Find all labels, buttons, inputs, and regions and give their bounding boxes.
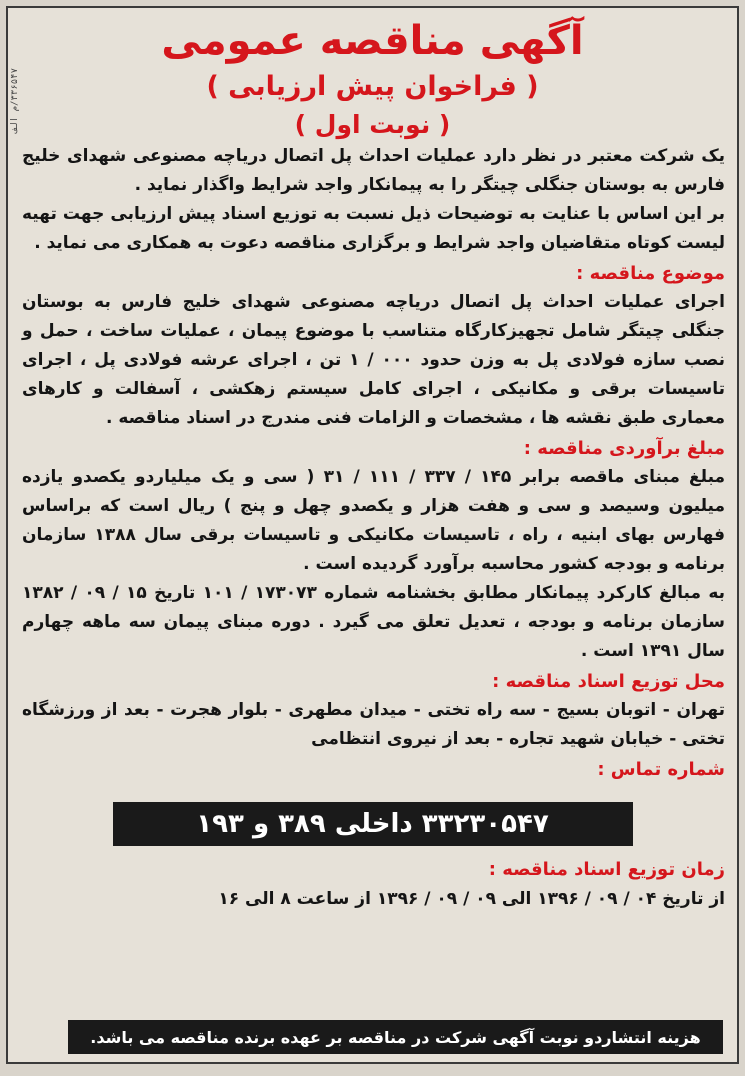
- intro-paragraph-2: بر این اساس با عنایت به توضیحات ذیل نسبت به توزیع اسناد پیش ارزیابی جهت تهیه لیست کوتاه متقاضیان واجد شرایط و برگزاری مناقصه دعوت به همکاری می نماید .: [22, 204, 725, 253]
- notice-subtitle: ( فراخوان پیش ارزیابی ): [206, 71, 539, 102]
- notice-turn: ( نوبت اول ): [294, 110, 451, 139]
- notice-title: آگهی مناقصه عمومی: [161, 18, 584, 64]
- estimate-heading: مبلغ برآوردی مناقصه :: [523, 438, 725, 459]
- estimate-text-1: مبلغ مبنای ماقصه برابر ۱۴۵ / ۳۳۷ / ۱۱۱ / ۳۱ ( سی و یک میلیاردو یکصدو یازده میلیون وسیصد و سی و هفت هزار و یکصدو چهل و پنج ) ریال است که براساس فهارس بهای ابنیه ، راه ، تاسیسات مکانیکی و تاسیسات برقی سال ۱۳۸۸ سازمان برنامه و بودجه کشور محاسبه برآورد گردیده است .: [22, 467, 726, 574]
- distribution-text: تهران - اتوبان بسیج - سه راه تختی - میدان مطهری - بلوار هجرت - بعد از ورزشگاه تختی - خیابان شهید تجاره - بعد از نیروی انتظامی: [22, 700, 725, 749]
- phone-number-bar: ۳۳۲۳۰۵۴۷ داخلی ۳۸۹ و ۱۹۳: [113, 802, 633, 846]
- contact-heading: شماره تماس :: [597, 759, 725, 780]
- side-reference-code: ۳۳۶۵۴۷/م الف: [10, 68, 20, 134]
- subject-text: اجرای عملیات احداث پل اتصال دریاچه مصنوعی شهدای خلیج فارس به بوستان جنگلی چیتگر شامل تجهیزکارگاه متناسب با موضوع پیمان ، عملیات ساخت ، حمل و نصب سازه فولادی پل به وزن حدود ۰۰۰ / ۱ تن ، اجرای عرشه فولادی پل ، اجرای تاسیسات برقی و مکانیکی ، اجرای کامل سیستم زهکشی ، آسفالت و کارهای معماری طبق نقشه ها ، مشخصات و الزامات فنی مندرج در اسناد مناقصه .: [22, 292, 725, 428]
- distribution-time-text: از تاریخ ۰۴ / ۰۹ / ۱۳۹۶ الی ۰۹ / ۰۹ / ۱۳۹۶ از ساعت ۸ الی ۱۶: [218, 889, 725, 909]
- subject-heading: موضوع مناقصه :: [576, 263, 725, 284]
- intro-paragraph-1: یک شرکت معتبر در نظر دارد عملیات احداث پل اتصال دریاچه مصنوعی شهدای خلیج فارس به بوستان جنگلی چیتگر را به پیمانکار واجد شرایط واگذار نماید .: [22, 146, 725, 195]
- distribution-heading: محل توزیع اسناد مناقصه :: [492, 671, 725, 692]
- tender-notice: [6, 6, 739, 1064]
- footer-note: هزینه انتشاردو نوبت آگهی شرکت در مناقصه بر عهده برنده مناقصه می باشد.: [68, 1020, 723, 1054]
- estimate-text-2: به مبالغ کارکرد پیمانکار مطابق بخشنامه شماره ۱۷۳۰۷۳ / ۱۰۱ تاریخ ۱۵ / ۰۹ / ۱۳۸۲ سازمان برنامه و بودجه ، تعدیل تعلق می گیرد . دوره مبنای پیمان سه ماهه چهارم سال ۱۳۹۱ است .: [22, 583, 726, 661]
- distribution-time-heading: زمان توزیع اسناد مناقصه :: [488, 859, 725, 880]
